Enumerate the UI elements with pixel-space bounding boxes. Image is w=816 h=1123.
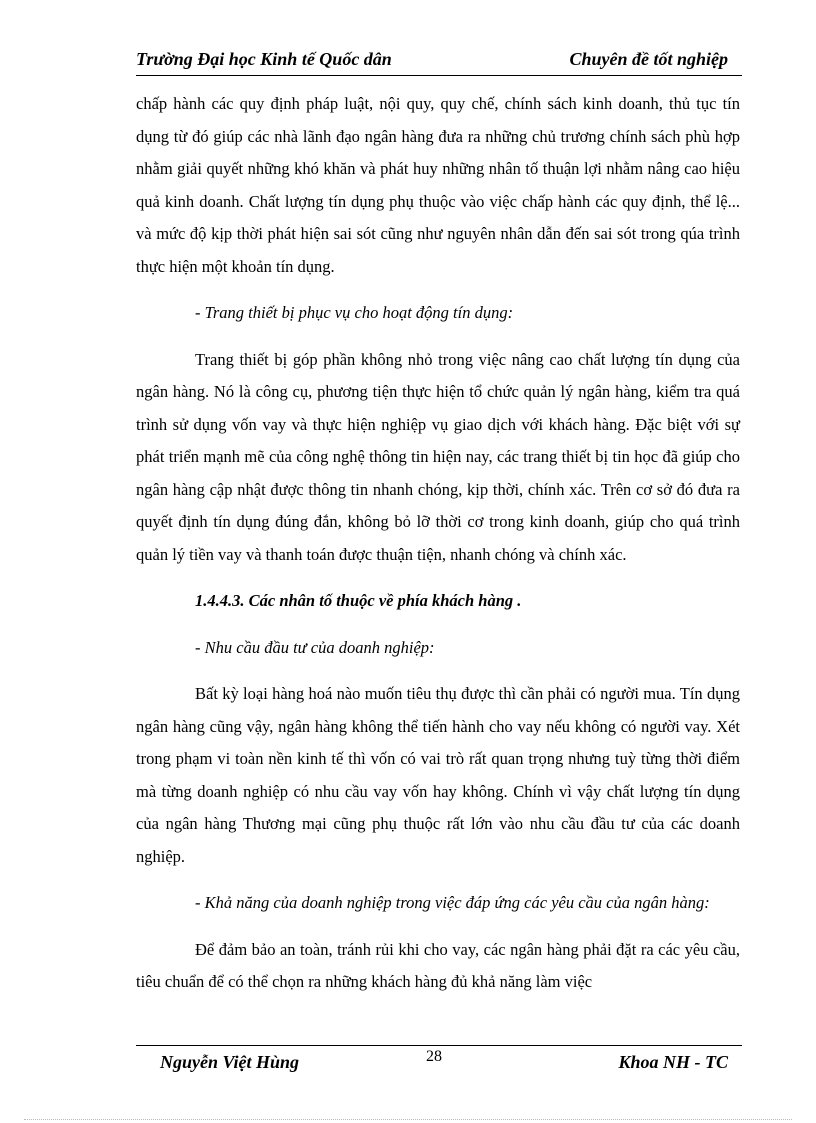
page-header <box>136 47 742 76</box>
paragraph-investment-demand: Bất kỳ loại hàng hoá nào muốn tiêu thụ được thì cần phải có người mua. Tín dụng ngân hàng cũng vậy, ngân hàng không thể tiến hành cho vay nếu không có người vay. Xét trong phạm vi toàn nền kinh tế thì vốn có vai trò rất quan trọng nhưng tuỳ từng thời điểm mà từng doanh nghiệp có nhu cầu vay vốn hay không. Chính vì vậy chất lượng tín dụng của ngân hàng Thương mại cũng phụ thuộc rất lớn vào nhu cầu đầu tư của các doanh nghiệp. <box>136 684 740 866</box>
subheading-enterprise-capability: - Khả năng của doanh nghiệp trong việc đáp ứng các yêu cầu của ngân hàng: <box>195 893 710 912</box>
paragraph-equipment: Trang thiết bị góp phần không nhỏ trong việc nâng cao chất lượng tín dụng của ngân hàng. Nó là công cụ, phương tiện thực hiện tổ chức quản lý ngân hàng, kiểm tra quá trình sử dụng vốn vay và thực hiện nghiệp vụ giao dịch với khách hàng. Đặc biệt với sự phát triển mạnh mẽ của công nghệ thông tin hiện nay, các trang thiết bị tin học đã giúp cho ngân hàng cập nhật được thông tin nhanh chóng, kịp thời, chính xác. Trên cơ sở đó đưa ra quyết định tín dụng đúng đắn, không bỏ lỡ thời cơ trong kinh doanh, giúp cho quá trình quản lý tiền vay và thanh toán được thuận tiện, nhanh chóng và chính xác. <box>136 349 740 564</box>
page-bottom-divider <box>24 1119 792 1120</box>
section-heading-customer-factors: 1.4.4.3. Các nhân tố thuộc về phía khách hàng . <box>195 591 522 610</box>
subheading-investment-demand: - Nhu cầu đầu tư của doanh nghiệp: <box>195 637 435 657</box>
page-body <box>136 88 740 999</box>
page-footer <box>136 1045 742 1086</box>
page-number: 28 <box>426 1048 442 1065</box>
header-school-name: Trường Đại học Kinh tế Quốc dân <box>136 49 392 69</box>
footer-department: Khoa NH - TC <box>618 1052 728 1072</box>
paragraph-regulations: chấp hành các quy định pháp luật, nội quy, quy chế, chính sách kinh doanh, thủ tục tín dụng từ đó giúp các nhà lãnh đạo ngân hàng đưa ra những chủ trương chính sách phù hợp nhằm giải quyết những khó khăn và phát huy những nhân tố thuận lợi nhằm nâng cao hiệu quả kinh doanh. Chất lượng tín dụng phụ thuộc vào việc chấp hành các quy định, thể lệ... và mức độ kịp thời phát hiện sai sót cũng như nguyên nhân dẫn đến sai sót trong qúa trình thực hiện một khoản tín dụng. <box>136 94 740 276</box>
header-document-type: Chuyên đề tốt nghiệp <box>569 49 728 69</box>
footer-author: Nguyễn Việt Hùng <box>160 1052 300 1072</box>
paragraph-enterprise-capability: Để đảm bảo an toàn, tránh rủi khi cho vay, các ngân hàng phải đặt ra các yêu cầu, tiêu chuẩn để có thể chọn ra những khách hàng đủ khả năng làm việc <box>136 939 740 991</box>
subheading-equipment: - Trang thiết bị phục vụ cho hoạt động tín dụng: <box>195 303 514 322</box>
